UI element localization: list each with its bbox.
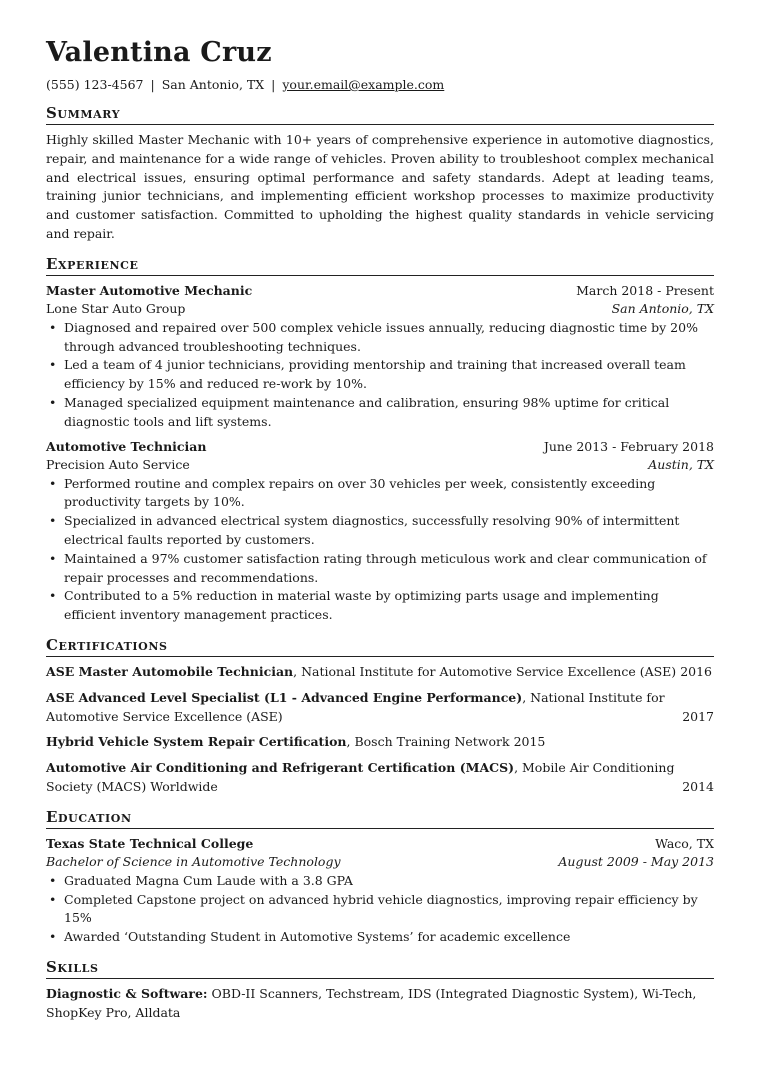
certification-year: 2014	[682, 778, 714, 794]
certification-text	[46, 734, 510, 749]
list-item: • Maintained a 97% customer satisfaction rating through meticulous work and clear communication of repair processes and recommendations.	[46, 550, 714, 588]
degree-row	[46, 853, 714, 872]
phone-number: (555) 123-4567	[46, 77, 144, 92]
skills-section	[46, 958, 714, 1023]
section-heading-education: Education	[46, 808, 714, 829]
certification-year: 2015	[513, 734, 546, 750]
job-company-row	[46, 300, 714, 319]
email-link[interactable]: your.email@example.com	[282, 77, 445, 92]
skills-label: Diagnostic & Software:	[46, 985, 208, 1001]
list-item: • Led a team of 4 junior technicians, providing mentorship and training that increased overall team efficiency by 15% and reduced re-work by 10%.	[46, 356, 714, 394]
list-item: • Specialized in advanced electrical system diagnostics, successfully resolving 90% of intermittent electrical faults reported by customers.	[46, 512, 714, 550]
candidate-name: Valentina Cruz	[46, 37, 272, 68]
school-location: Waco, TX	[655, 835, 714, 851]
job-title: Automotive Technician	[46, 438, 207, 454]
certification-name: ASE Advanced Level Specialist (L1 - Advanced Engine Performance)	[46, 689, 523, 705]
skills-line	[46, 985, 714, 1023]
certification-entry	[46, 759, 714, 797]
certifications-section	[46, 636, 714, 797]
certification-name: Hybrid Vehicle System Repair Certification	[46, 734, 347, 750]
section-heading-certifications: Certifications	[46, 636, 714, 657]
list-item: • Contributed to a 5% reduction in material waste by optimizing parts usage and implementing efficient inventory management practices.	[46, 587, 714, 625]
job-title: Master Automotive Mechanic	[46, 282, 253, 298]
list-item: • Awarded ‘Outstanding Student in Automotive Systems’ for academic excellence	[46, 928, 714, 947]
school-name: Texas State Technical College	[46, 835, 254, 851]
job-location: San Antonio, TX	[611, 301, 714, 317]
job-bullets	[46, 319, 714, 432]
degree: Bachelor of Science in Automotive Technology	[46, 854, 341, 870]
job-title-row	[46, 438, 714, 457]
education-bullets	[46, 872, 714, 947]
certification-entry	[46, 689, 714, 727]
list-item: • Graduated Magna Cum Laude with a 3.8 GPA	[46, 872, 714, 891]
separator: |	[271, 77, 276, 92]
job-company: Lone Star Auto Group	[46, 301, 186, 317]
job-entry	[46, 438, 714, 625]
certification-issuer: , National Institute for Automotive Service Excellence (ASE)	[46, 689, 665, 724]
list-item: • Performed routine and complex repairs on over 30 vehicles per week, consistently exceeding productivity targets by 10%.	[46, 475, 714, 513]
certification-issuer: , Bosch Training Network	[346, 734, 510, 750]
location: San Antonio, TX	[161, 77, 265, 92]
skills-text: OBD-II Scanners, Techstream, IDS (Integrated Diagnostic System), Wi-Tech, ShopKey Pro, Alldata	[46, 985, 697, 1020]
section-heading-skills: Skills	[46, 958, 714, 979]
education-section	[46, 808, 714, 947]
certification-entry	[46, 733, 714, 752]
job-company-row	[46, 456, 714, 475]
summary-section	[46, 104, 714, 244]
job-bullets	[46, 475, 714, 625]
certification-text	[46, 664, 676, 679]
certification-year: 2016	[680, 663, 712, 679]
contact-line	[46, 76, 714, 93]
section-heading-experience: Experience	[46, 255, 714, 276]
list-item: • Completed Capstone project on advanced hybrid vehicle diagnostics, improving repair efficiency by 15%	[46, 891, 714, 929]
resume-page	[46, 36, 714, 1023]
school-row	[46, 835, 714, 854]
certification-issuer: , Mobile Air Conditioning Society (MACS) Worldwide	[46, 760, 675, 794]
job-company: Precision Auto Service	[46, 457, 190, 473]
certification-entry	[46, 663, 714, 682]
section-heading-summary: Summary	[46, 104, 714, 125]
job-dates: June 2013 - February 2018	[543, 438, 714, 454]
certification-name: ASE Master Automobile Technician	[46, 663, 294, 679]
list-item: • Managed specialized equipment maintenance and calibration, ensuring 98% uptime for critical diagnostic tools and lift systems.	[46, 394, 714, 432]
education-dates: August 2009 - May 2013	[558, 854, 714, 870]
job-dates: March 2018 - Present	[576, 282, 714, 298]
job-location: Austin, TX	[648, 457, 714, 473]
separator: |	[150, 77, 155, 92]
certification-issuer: , National Institute for Automotive Service Excellence (ASE)	[293, 663, 677, 679]
certification-year: 2017	[682, 708, 714, 724]
list-item: • Diagnosed and repaired over 500 complex vehicle issues annually, reducing diagnostic time by 20% through advanced troubleshooting techniques.	[46, 319, 714, 357]
job-title-row	[46, 282, 714, 301]
experience-section	[46, 255, 714, 625]
job-entry	[46, 282, 714, 432]
summary-text: Highly skilled Master Mechanic with 10+ years of comprehensive experience in automotive diagnostics, repair, and maintenance for a wide range of vehicles. Proven ability to troubleshoot complex mechanical and electrical issues, ensuring optimal performance and safety standards. Adept at leading teams, training junior technicians, and implementing efficient workshop processes to maximize productivity and customer satisfaction. Committed to upholding the highest quality standards in vehicle servicing and repair.	[46, 132, 714, 241]
certification-name: Automotive Air Conditioning and Refrigerant Certification (MACS)	[46, 760, 515, 776]
